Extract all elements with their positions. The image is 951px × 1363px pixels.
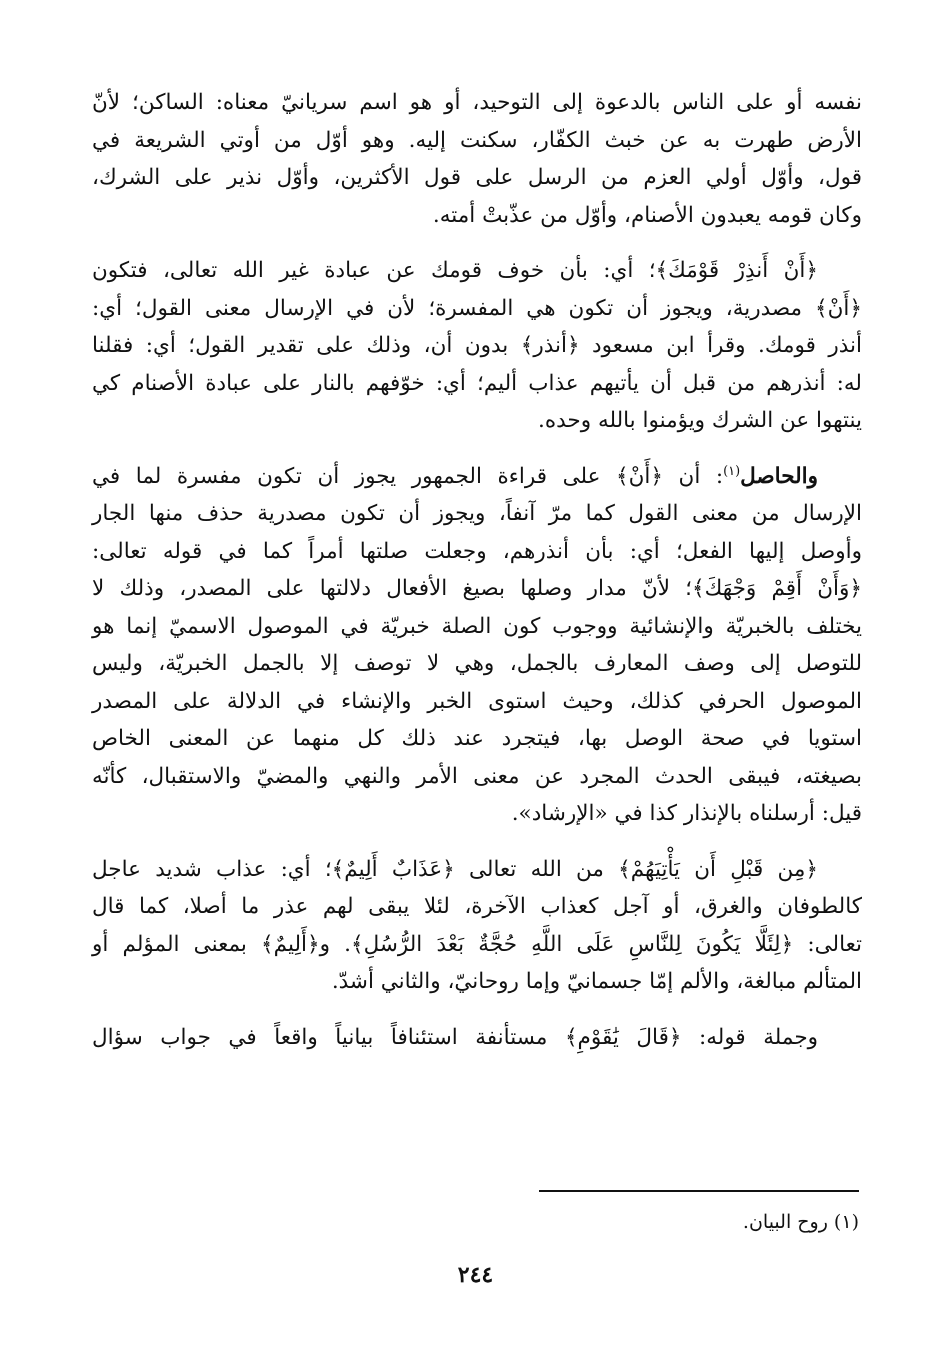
text-line: وكان قومه يعبدون الأصنام، وأوّل من عذّبتْ أمته. (432, 202, 862, 228)
text-line: ﴿وَأَنْ أَقِمْ وَجْهَكَ﴾؛ لأنّ مدار وصلها بصيغ الأفعال دلالتها على المصدر، وذلك لا (92, 576, 862, 601)
main-text (92, 84, 862, 1074)
paragraph-3 (92, 458, 862, 833)
text-line: المتألم مبالغة، والألم إمّا جسمانيّ وإما روحانيّ، والثاني أشدّ. (331, 969, 862, 994)
text-line: قيل: أرسلناه بالإنذار كذا في «الإرشاد». (511, 801, 862, 826)
text-line: الأرض طهرت به عن خبث الكفّار، سكنت إليه. وهو أوّل من أوتي الشريعة في (92, 127, 862, 153)
line-rest: : أن ﴿أَنْ﴾ على قراءة الجمهور يجوز أن تكون مفسرة لما في (92, 463, 724, 489)
paragraph-5 (92, 1019, 862, 1057)
text-line: له: أنذرهم من قبل أن يأتيهم عذاب أليم؛ أي: خوّفهم بالنار على عبادة الأصنام كي (92, 370, 862, 396)
text-line: ﴿أَنْ﴾ مصدرية، ويجوز أن تكون هي المفسرة؛ لأن في الإرسال معنى القول؛ أي: (92, 295, 862, 321)
text-line: ينتهوا عن الشرك ويؤمنوا بالله وحده. (538, 408, 862, 433)
text-line: وأوصل إليها الفعل؛ أي: بأن أنذرهم، وجعلت صلتها أمراً كما في قوله تعالى: (92, 538, 862, 564)
page-number: ٢٤٤ (457, 1262, 494, 1288)
text-line: وجملة قوله: ﴿قَالَ يَٰقَوْمِ﴾ مستأنفة استئنافاً بيانياً واقعاً في جواب سؤال (92, 1024, 818, 1050)
text-line: الموصول الحرفي كذلك، وحيث استوى الخبر والإنشاء في الدلالة على المصدر (92, 688, 862, 714)
text-line: نفسه أو على الناس بالدعوة إلى التوحيد، أو هو اسم سريانيّ معناه: الساكن؛ لأنّ (92, 90, 862, 115)
footnote-divider (539, 1190, 859, 1192)
text-line: أنذر قومك. وقرأ ابن مسعود ﴿أنذر﴾ بدون أن، وذلك على تقدير القول؛ أي: فقلنا (92, 333, 862, 358)
text-line: الإرسال من معنى القول كما مرّ آنفاً، ويجوز أن تكون مصدرية حذف منها الجار (92, 501, 862, 526)
text-line: قول، وأوّل أولي العزم من الرسل على قول الأكثرين، وأوّل نذير على الشرك، (92, 165, 862, 190)
paragraph-2 (92, 252, 862, 440)
text-line: تعالى: ﴿لِئَلَّا يَكُونَ لِلنَّاسِ عَلَى اللَّهِ حُجَّةٌ بَعْدَ الرُّسُلِ﴾. و﴿أَلِيمٌ﴾ بمعنى المؤلم أو (92, 931, 862, 957)
footnote: (١) روح البيان. (742, 1211, 859, 1233)
text-line: كالطوفان والغرق، أو آجل كعذاب الآخرة، لئلا يبقى لهم عذر ما أصلا، كما قال (92, 894, 862, 919)
text-line: يختلف بالخبريّة والإنشائية ووجوب كون الصلة خبريّة في الموصول الاسميّ إنما هو (92, 613, 862, 639)
paragraph-1 (92, 84, 862, 234)
text-line: ﴿أَنْ أَنذِرْ قَوْمَكَ﴾؛ أي: بأن خوف قومك عن عبادة غير الله تعالى، فتكون (92, 258, 818, 283)
text-line: استويا في صحة الوصل بها، فيتجرد عند ذلك كل منهما عن المعنى الخاص (92, 726, 862, 751)
text-line: للتوصل إلى وصف المعارف بالجمل، وهي لا توصف إلا بالجمل الخبريّة، وليس (92, 651, 862, 676)
text-line: ﴿مِن قَبْلِ أَن يَأْتِيَهُمْ﴾ من الله تعالى ﴿عَذَابٌ أَلِيمٌ﴾؛ أي: عذاب شديد عاجل (92, 856, 818, 882)
text-line: بصيغته، فيبقى الحدث المجرد عن معنى الأمر والنهي والمضيّ والاستقبال، كأنّه (92, 763, 862, 789)
footnote-marker: (١) (723, 463, 741, 479)
text-line (92, 458, 862, 496)
paragraph-4 (92, 851, 862, 1001)
lead-word: والحاصل (740, 463, 818, 489)
